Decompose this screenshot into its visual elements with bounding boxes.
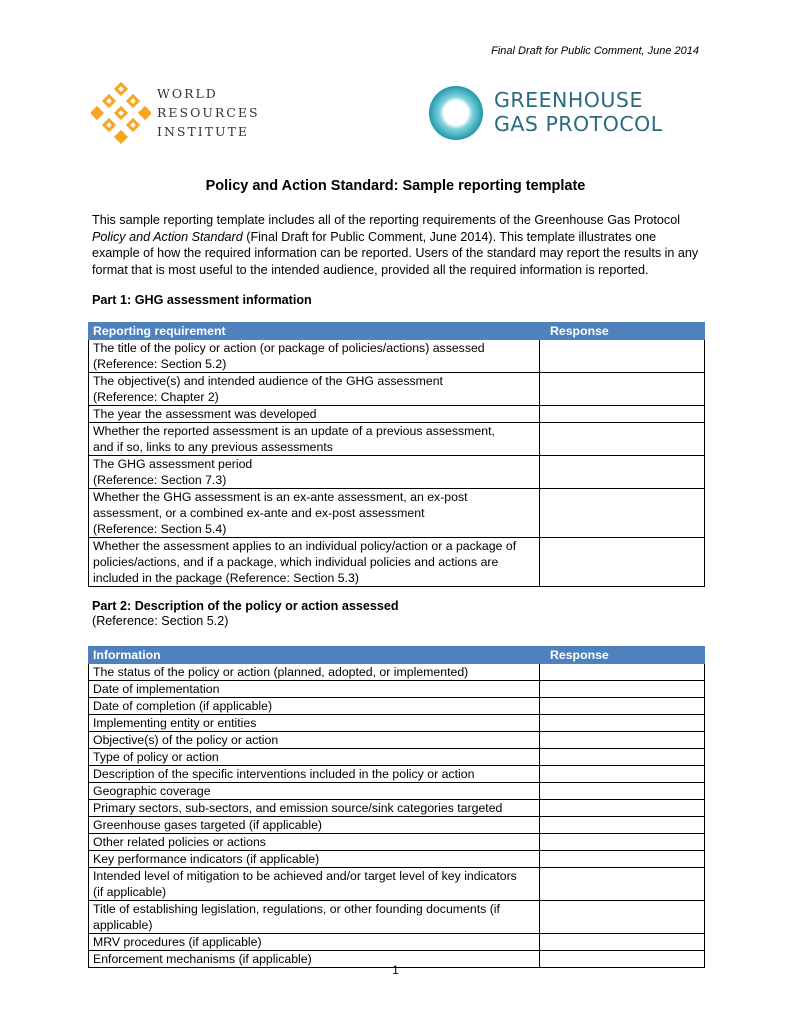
requirement-text: Other related policies or actions [93,835,266,849]
requirement-cell [89,340,540,373]
requirement-cell [89,698,540,715]
table-row [89,934,705,951]
requirement-cell [89,681,540,698]
requirement-cell [89,868,540,901]
table-row [89,423,705,456]
requirement-text: Whether the GHG assessment is an ex-ante assessment, an ex-post [93,490,468,504]
requirement-cell [89,901,540,934]
table-row [89,538,705,587]
table-row [89,681,705,698]
wri-line: WORLD [157,86,218,101]
wri-wordmark [157,84,260,141]
response-cell[interactable] [540,934,705,951]
requirement-cell [89,934,540,951]
requirement-text: (Reference: Section 5.4) [93,522,227,536]
table-row [89,489,705,538]
response-cell[interactable] [540,868,705,901]
table-row [89,766,705,783]
response-cell[interactable] [540,423,705,456]
response-cell[interactable] [540,456,705,489]
response-cell[interactable] [540,851,705,868]
requirement-cell [89,800,540,817]
document-title: Policy and Action Standard: Sample reporting template [205,178,586,194]
response-cell[interactable] [540,340,705,373]
requirement-cell [89,538,540,587]
requirement-text: and if so, links to any previous assessments [93,440,333,454]
part1-table [88,322,705,587]
requirement-text: The GHG assessment period [93,457,253,471]
wri-line: INSTITUTE [157,124,250,139]
requirement-text: assessment, or a combined ex-ante and ex-post assessment [93,506,425,520]
column-header-response: Response [540,323,705,340]
table-row [89,456,705,489]
requirement-text: policies/actions, and if a package, which individual policies and actions are [93,555,499,569]
response-cell[interactable] [540,817,705,834]
table-row [89,340,705,373]
requirement-cell [89,489,540,538]
requirement-cell [89,851,540,868]
response-cell[interactable] [540,489,705,538]
requirement-text: included in the package (Reference: Section 5.3) [93,571,359,585]
requirement-text: Intended level of mitigation to be achieved and/or target level of key indicators [93,869,517,883]
response-cell[interactable] [540,715,705,732]
intro-text: This sample reporting template includes all of the reporting requirements of the Greenhouse Gas Protocol [92,213,681,227]
intro-paragraph [92,212,704,278]
wri-emblem-icon [91,82,151,144]
requirement-text: The status of the policy or action (planned, adopted, or implemented) [93,665,469,679]
requirement-text: Description of the specific interventions included in the policy or action [93,767,475,781]
requirement-cell [89,715,540,732]
requirement-cell [89,817,540,834]
table-row [89,749,705,766]
table-row [89,406,705,423]
table-row [89,834,705,851]
requirement-cell [89,732,540,749]
table-row [89,868,705,901]
table-header-row [89,323,705,340]
requirement-text: Implementing entity or entities [93,716,257,730]
response-cell[interactable] [540,800,705,817]
response-cell[interactable] [540,698,705,715]
requirement-text: (Reference: Section 7.3) [93,473,227,487]
response-cell[interactable] [540,834,705,851]
intro-text: (Final Draft for Public Comment, June 2014). This template illustrates one example of how the required information can be reported. Users of the standard may report the results in any format that is most useful to the intended audience, provided all the required information is reported. [92,229,699,277]
response-cell[interactable] [540,732,705,749]
requirement-text: Key performance indicators (if applicable) [93,852,320,866]
requirement-text: Date of implementation [93,682,220,696]
part1-title: Part 1: GHG assessment information [92,293,312,307]
response-cell[interactable] [540,749,705,766]
requirement-text: The title of the policy or action (or package of policies/actions) assessed [93,341,485,355]
page-number: 1 [392,963,399,977]
requirement-cell [89,766,540,783]
header-note: Final Draft for Public Comment, June 2014 [491,45,699,57]
requirement-text: Type of policy or action [93,750,219,764]
logos [91,82,701,144]
requirement-text: Whether the reported assessment is an update of a previous assessment, [93,424,495,438]
table-header-row [89,647,705,664]
column-header-response: Response [540,647,705,664]
ghg-line: GAS PROTOCOL [494,112,663,136]
wri-line: RESOURCES [157,105,260,120]
table-row [89,664,705,681]
table-row [89,373,705,406]
requirement-text: The year the assessment was developed [93,407,317,421]
requirement-text: Objective(s) of the policy or action [93,733,279,747]
table-row [89,817,705,834]
requirement-cell [89,783,540,800]
table-row [89,901,705,934]
requirement-text: Title of establishing legislation, regulations, or other founding documents (if [93,902,500,916]
requirement-cell [89,664,540,681]
response-cell[interactable] [540,664,705,681]
part2-subtitle: (Reference: Section 5.2) [92,614,229,628]
table-row [89,851,705,868]
requirement-cell [89,834,540,851]
part2-body [89,664,705,968]
requirement-text: Whether the assessment applies to an individual policy/action or a package of [93,539,517,553]
part2-title: Part 2: Description of the policy or action assessed [92,599,399,613]
table-row [89,783,705,800]
ghg-logo [428,85,698,140]
response-cell[interactable] [540,681,705,698]
column-header-information: Information [89,647,540,664]
part1-body [89,340,705,587]
requirement-text: applicable) [93,918,153,932]
ghg-wordmark [494,88,663,136]
requirement-cell [89,456,540,489]
requirement-text: (Reference: Section 5.2) [93,357,227,371]
response-cell[interactable] [540,901,705,934]
part2-table [88,646,705,968]
table-row [89,800,705,817]
table-row [89,698,705,715]
requirement-text: MRV procedures (if applicable) [93,935,262,949]
ghg-line: GREENHOUSE [494,88,643,112]
requirement-cell [89,749,540,766]
requirement-text: Geographic coverage [93,784,211,798]
intro-italic: Policy and Action Standard [92,229,243,244]
requirement-text: Date of completion (if applicable) [93,699,273,713]
requirement-text: The objective(s) and intended audience of the GHG assessment [93,374,443,388]
response-cell[interactable] [540,373,705,406]
table-row [89,732,705,749]
wri-logo [91,82,266,144]
requirement-cell [89,406,540,423]
requirement-text: (Reference: Chapter 2) [93,390,219,404]
requirement-cell [89,423,540,456]
requirement-text: (if applicable) [93,885,167,899]
response-cell[interactable] [540,766,705,783]
response-cell[interactable] [540,538,705,587]
requirement-text: Greenhouse gases targeted (if applicable) [93,818,322,832]
requirement-text: Enforcement mechanisms (if applicable) [93,952,312,966]
requirement-cell [89,373,540,406]
column-header-requirement: Reporting requirement [89,323,540,340]
ghg-circle-icon [428,85,484,141]
table-row [89,715,705,732]
response-cell[interactable] [540,783,705,800]
response-cell[interactable] [540,406,705,423]
requirement-text: Primary sectors, sub-sectors, and emission source/sink categories targeted [93,801,503,815]
